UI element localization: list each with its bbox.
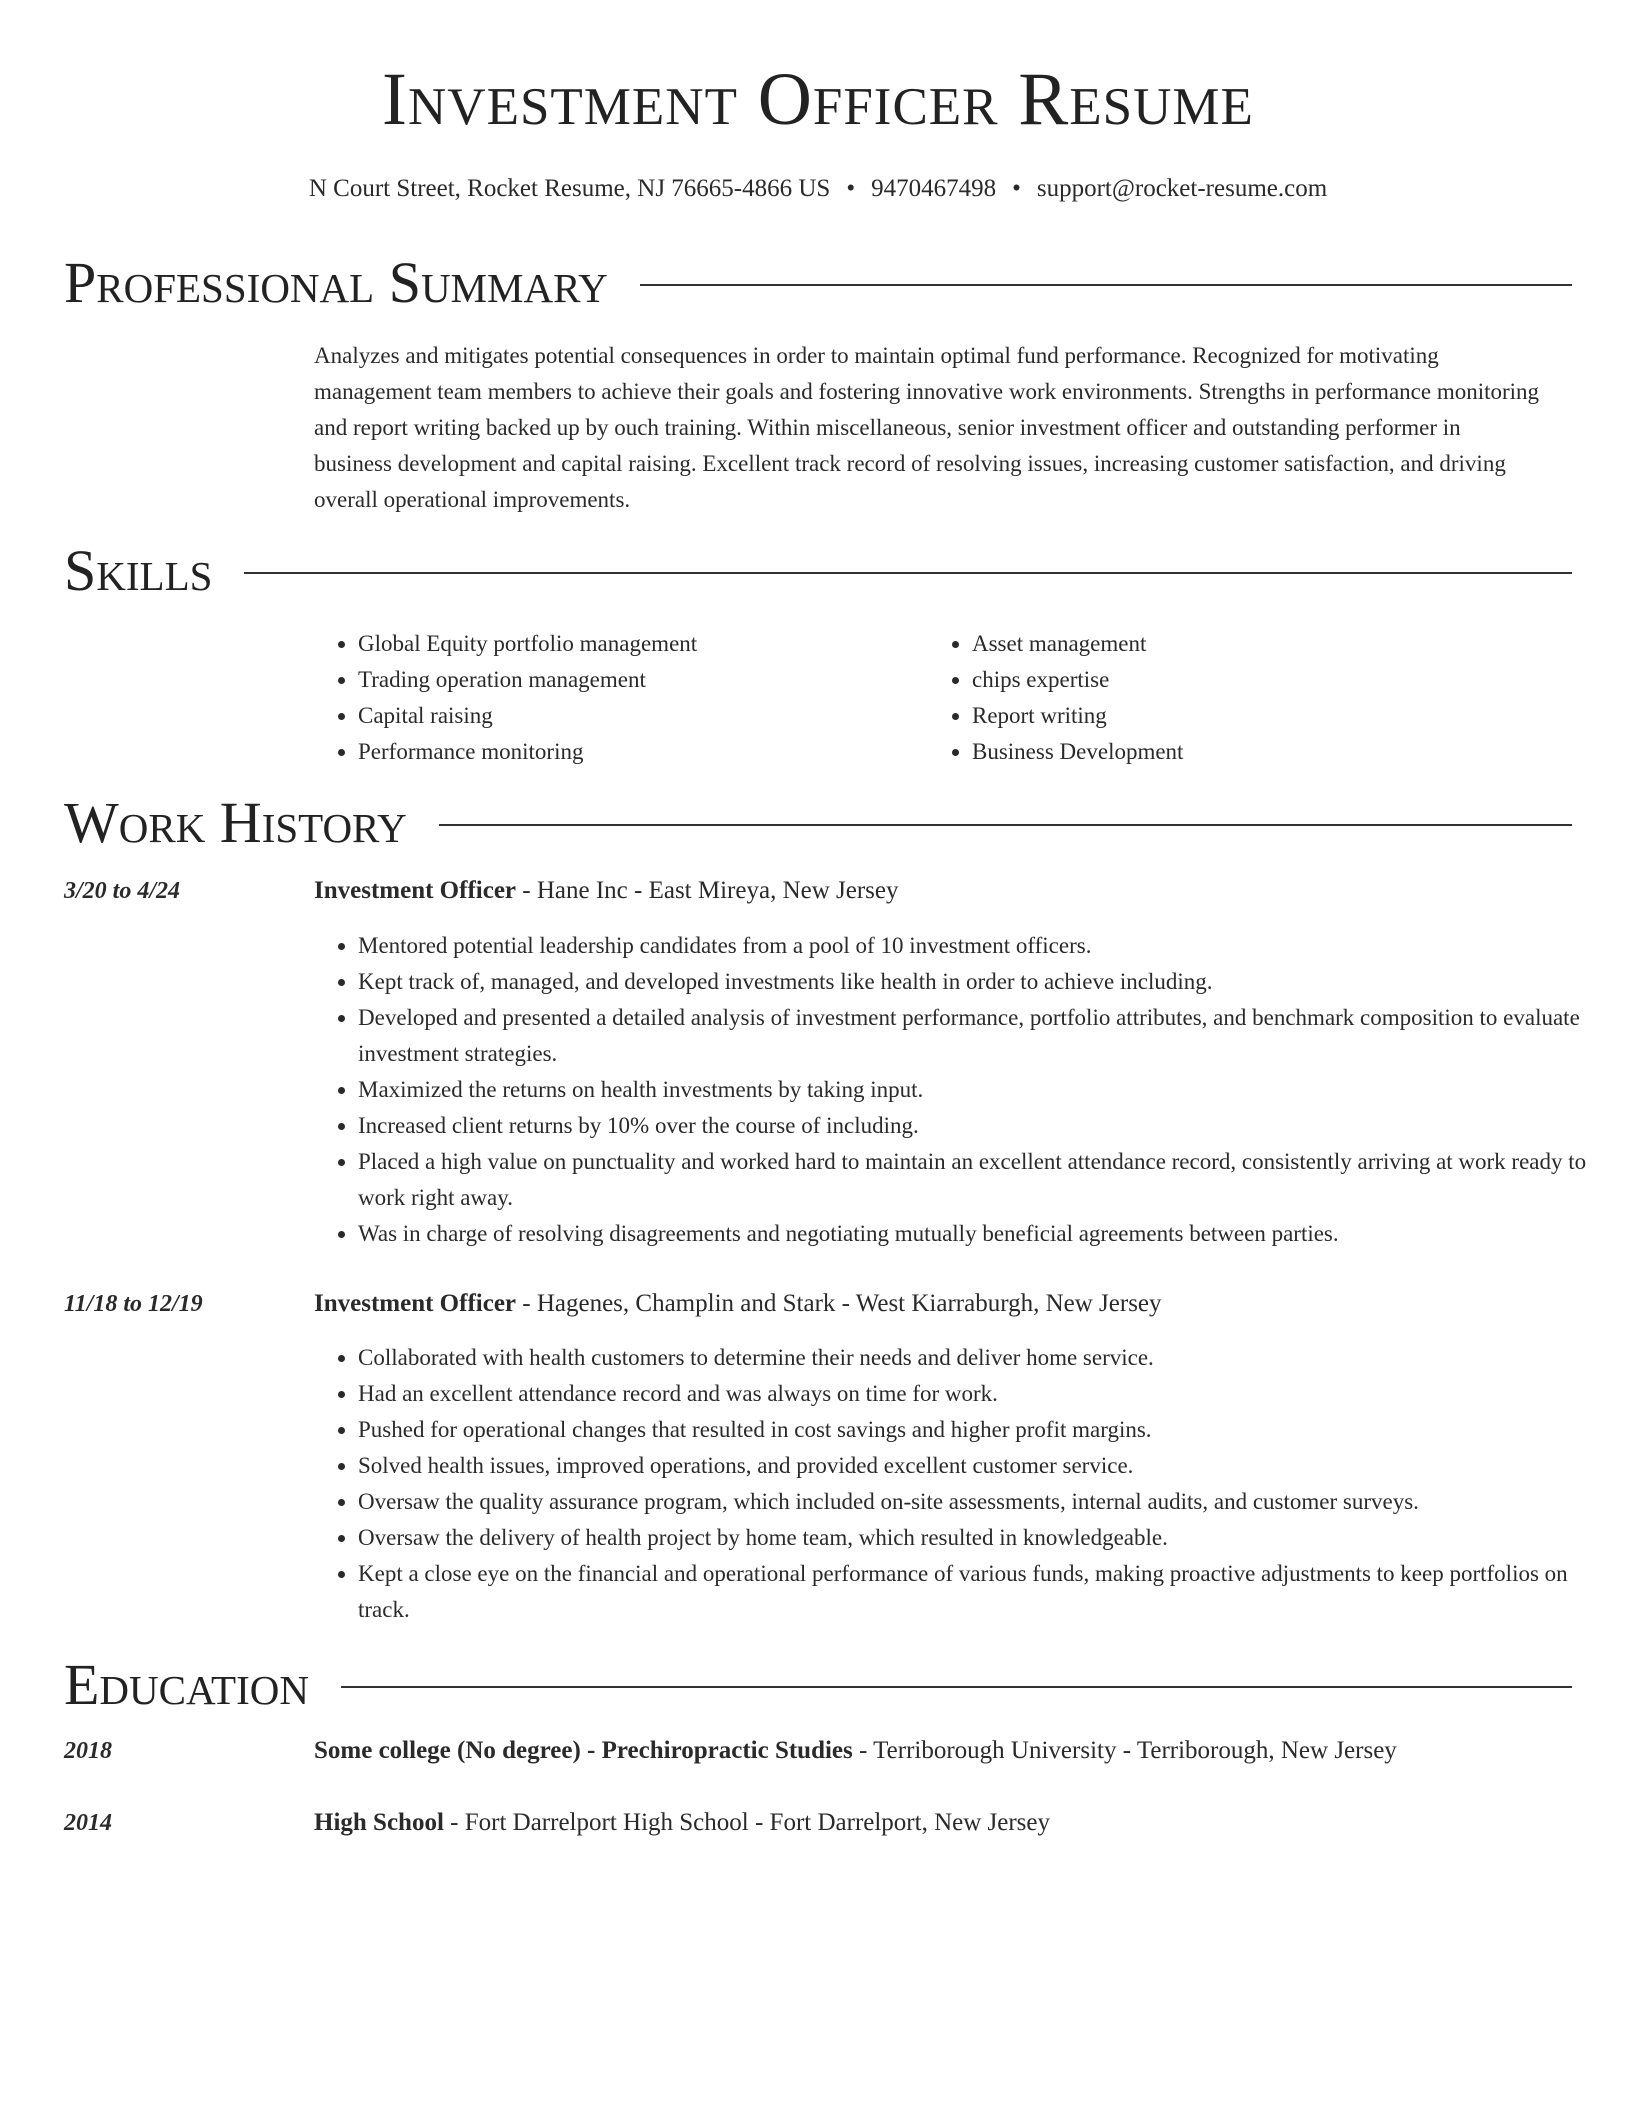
job-bullets	[314, 928, 1598, 1252]
job-bullets	[314, 1340, 1598, 1628]
contact-separator: •	[846, 175, 856, 202]
education-entry	[314, 1737, 1397, 1765]
list-item: • Mentored potential leadership candidates from a pool of 10 investment officers.	[358, 928, 1598, 964]
list-item: • Developed and presented a detailed analysis of investment performance, portfolio attributes, and benchmark composition to evaluate investment strategies.	[358, 1000, 1598, 1072]
skills-column-right	[928, 626, 1532, 770]
skill-item: • Asset management	[972, 626, 1532, 662]
contact-line	[64, 176, 1572, 201]
section-title-skills: Skills	[64, 538, 213, 603]
list-item: • Kept track of, managed, and developed investments like health in order to achieve including.	[358, 964, 1598, 1000]
education-year: 2014	[64, 1810, 112, 1836]
section-header-skills	[64, 538, 1572, 603]
contact-email: support@rocket-resume.com	[1036, 175, 1328, 202]
section-title-work: Work History	[64, 790, 407, 855]
contact-separator: •	[1012, 175, 1021, 202]
job-dates: 11/18 to 12/19	[64, 1291, 203, 1317]
skill-item: • Global Equity portfolio management	[358, 626, 928, 662]
section-divider	[341, 1686, 1572, 1688]
education-entry	[314, 1809, 1050, 1837]
section-title-summary: Professional Summary	[64, 250, 608, 315]
skill-item: • chips expertise	[972, 662, 1532, 698]
list-item: • Pushed for operational changes that resulted in cost savings and higher profit margins.	[358, 1412, 1598, 1448]
skill-item: • Performance monitoring	[358, 734, 928, 770]
job-dates: 3/20 to 4/24	[64, 878, 181, 904]
section-header-education	[64, 1652, 1572, 1717]
skills-column-left	[314, 626, 928, 770]
list-item: • Collaborated with health customers to determine their needs and deliver home service.	[358, 1340, 1598, 1376]
section-header-summary	[64, 250, 1572, 315]
list-item: • Kept a close eye on the financial and operational performance of various funds, making proactive adjustments to keep portfolios on track.	[358, 1556, 1598, 1628]
list-item: • Was in charge of resolving disagreements and negotiating mutually beneficial agreements between parties.	[358, 1216, 1598, 1252]
education-school: - Terriborough University - Terriborough, New Jersey	[852, 1737, 1397, 1764]
job-heading	[314, 1290, 1162, 1318]
list-item: • Had an excellent attendance record and was always on time for work.	[358, 1376, 1598, 1412]
list-item: • Oversaw the quality assurance program, which included on-site assessments, internal audits, and customer surveys.	[358, 1484, 1598, 1520]
list-item: • Oversaw the delivery of health project by home team, which resulted in knowledgeable.	[358, 1520, 1598, 1556]
contact-address: N Court Street, Rocket Resume, NJ 76665-4866 US	[308, 175, 831, 202]
section-divider	[640, 284, 1572, 286]
list-item: • Maximized the returns on health investments by taking input.	[358, 1072, 1598, 1108]
list-item: • Increased client returns by 10% over the course of including.	[358, 1108, 1598, 1144]
skill-item: • Report writing	[972, 698, 1532, 734]
summary-text: Analyzes and mitigates potential consequences in order to maintain optimal fund performance. Recognized for motivating management team members to achieve their goals and fostering innovative work environments. Strengths in performance monitoring and report writing backed up by ouch training. Within miscellaneous, senior investment officer and outstanding performer in business development and capital raising. Excellent track record of resolving issues, increasing customer satisfaction, and driving overall operational improvements.	[314, 343, 1540, 512]
education-degree: Some college (No degree) - Prechiropractic Studies	[314, 1737, 853, 1764]
section-header-work	[64, 790, 1572, 855]
section-divider	[439, 824, 1572, 826]
skill-item: • Trading operation management	[358, 662, 928, 698]
section-divider	[244, 572, 1572, 574]
resume-title: Investment Officer Resume	[382, 58, 1254, 141]
job-title: Investment Officer	[314, 1290, 517, 1317]
job-title: Investment Officer	[314, 877, 517, 904]
skill-item: • Capital raising	[358, 698, 928, 734]
job-heading	[314, 877, 899, 905]
list-item: • Solved health issues, improved operations, and provided excellent customer service.	[358, 1448, 1598, 1484]
contact-phone: 9470467498	[871, 175, 997, 202]
education-degree: High School	[314, 1809, 444, 1836]
job-employer: - Hagenes, Champlin and Stark - West Kiarraburgh, New Jersey	[516, 1290, 1162, 1317]
section-title-education: Education	[64, 1652, 309, 1717]
list-item: • Placed a high value on punctuality and worked hard to maintain an excellent attendance record, consistently arriving at work ready to work right away.	[358, 1144, 1598, 1216]
job-employer: - Hane Inc - East Mireya, New Jersey	[516, 877, 899, 904]
education-school: - Fort Darrelport High School - Fort Darrelport, New Jersey	[443, 1809, 1051, 1836]
skills-list	[314, 626, 1574, 770]
skill-item: • Business Development	[972, 734, 1532, 770]
education-year: 2018	[64, 1738, 112, 1764]
